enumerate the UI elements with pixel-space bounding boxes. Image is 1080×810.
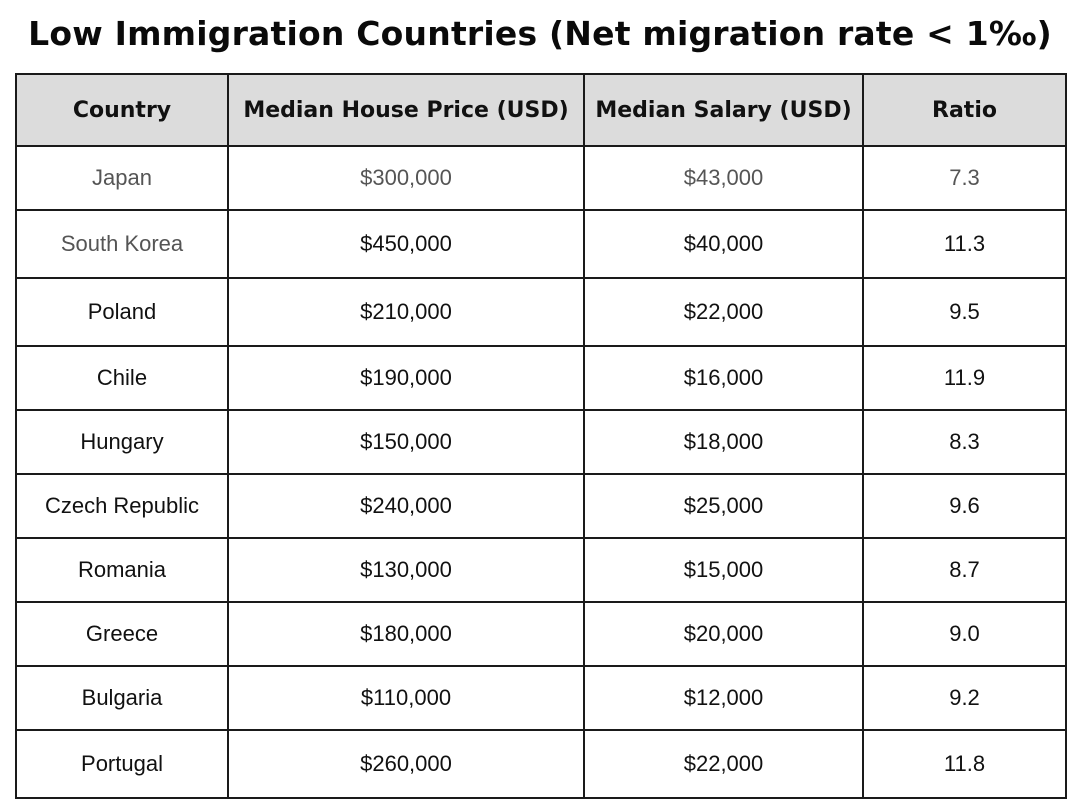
cell-ratio: 11.8 — [863, 730, 1066, 798]
cell-salary: $12,000 — [584, 666, 863, 730]
cell-ratio: 11.3 — [863, 210, 1066, 278]
table-row — [16, 210, 1066, 278]
cell-ratio: 9.6 — [863, 474, 1066, 538]
cell-country: Chile — [16, 346, 228, 410]
cell-house-price: $260,000 — [228, 730, 584, 798]
cell-ratio: 8.3 — [863, 410, 1066, 474]
cell-house-price: $180,000 — [228, 602, 584, 666]
cell-salary: $25,000 — [584, 474, 863, 538]
cell-house-price: $300,000 — [228, 146, 584, 210]
table-row — [16, 538, 1066, 602]
cell-salary: $15,000 — [584, 538, 863, 602]
table-row — [16, 730, 1066, 798]
page-title: Low Immigration Countries (Net migration rate < 1‰) — [28, 14, 1052, 53]
cell-country: South Korea — [16, 210, 228, 278]
header-salary: Median Salary (USD) — [584, 74, 863, 146]
cell-country: Romania — [16, 538, 228, 602]
table-row — [16, 666, 1066, 730]
table-row — [16, 410, 1066, 474]
cell-ratio: 8.7 — [863, 538, 1066, 602]
cell-house-price: $210,000 — [228, 278, 584, 346]
table-row — [16, 146, 1066, 210]
header-country: Country — [16, 74, 228, 146]
table-row — [16, 474, 1066, 538]
cell-salary: $40,000 — [584, 210, 863, 278]
cell-ratio: 11.9 — [863, 346, 1066, 410]
cell-ratio: 9.2 — [863, 666, 1066, 730]
cell-salary: $43,000 — [584, 146, 863, 210]
data-table — [15, 73, 1067, 799]
cell-country: Poland — [16, 278, 228, 346]
table-row — [16, 278, 1066, 346]
header-ratio: Ratio — [863, 74, 1066, 146]
header-house-price: Median House Price (USD) — [228, 74, 584, 146]
table-header-row — [16, 74, 1066, 146]
cell-salary: $22,000 — [584, 278, 863, 346]
table-row — [16, 602, 1066, 666]
cell-country: Greece — [16, 602, 228, 666]
cell-country: Bulgaria — [16, 666, 228, 730]
cell-country: Japan — [16, 146, 228, 210]
cell-salary: $16,000 — [584, 346, 863, 410]
cell-country: Portugal — [16, 730, 228, 798]
cell-ratio: 7.3 — [863, 146, 1066, 210]
cell-ratio: 9.0 — [863, 602, 1066, 666]
cell-salary: $20,000 — [584, 602, 863, 666]
cell-ratio: 9.5 — [863, 278, 1066, 346]
cell-house-price: $450,000 — [228, 210, 584, 278]
cell-house-price: $110,000 — [228, 666, 584, 730]
cell-country: Hungary — [16, 410, 228, 474]
cell-salary: $18,000 — [584, 410, 863, 474]
cell-house-price: $130,000 — [228, 538, 584, 602]
cell-salary: $22,000 — [584, 730, 863, 798]
cell-house-price: $240,000 — [228, 474, 584, 538]
cell-country: Czech Republic — [16, 474, 228, 538]
cell-house-price: $190,000 — [228, 346, 584, 410]
cell-house-price: $150,000 — [228, 410, 584, 474]
table-row — [16, 346, 1066, 410]
